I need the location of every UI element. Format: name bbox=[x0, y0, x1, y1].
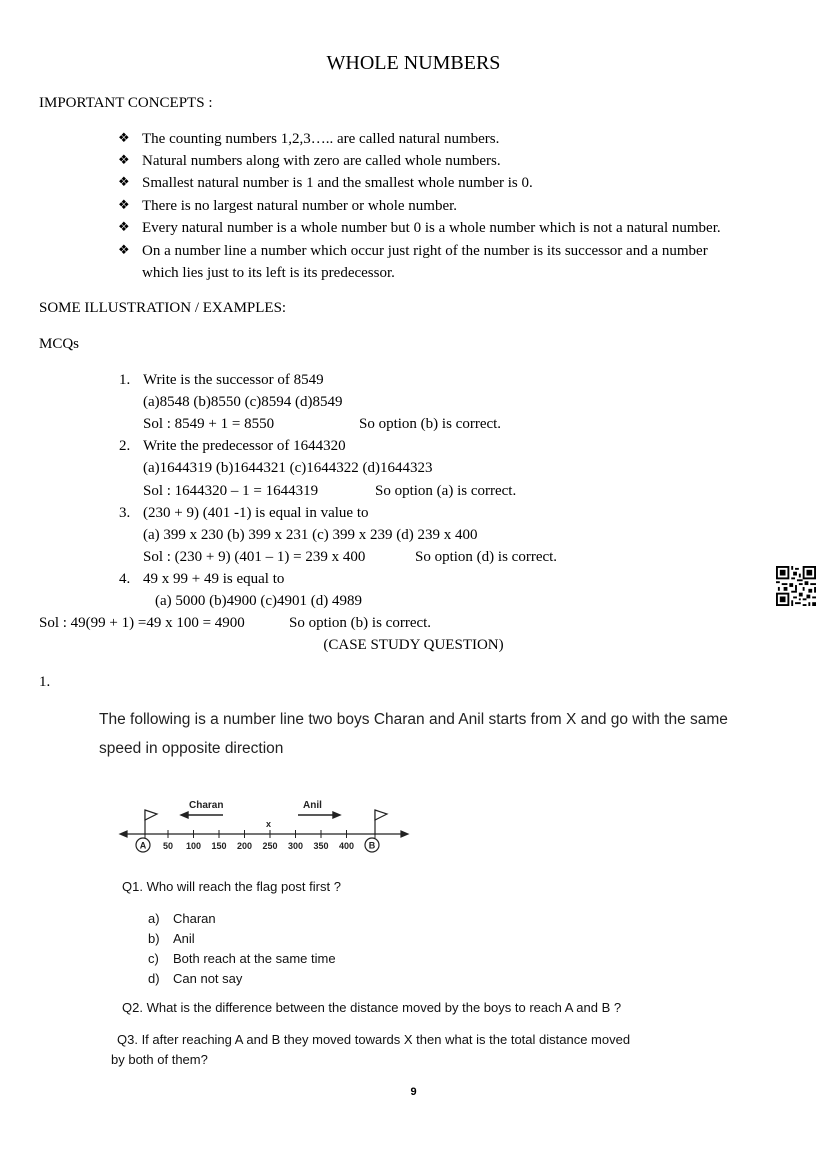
mcq-question: (230 + 9) (401 -1) is equal in value to bbox=[143, 505, 369, 521]
x-label: x bbox=[266, 819, 272, 829]
concept-item: ❖ There is no largest natural number or whole number. bbox=[118, 198, 458, 214]
mcq-question: Write is the successor of 8549 bbox=[143, 372, 324, 388]
mcq-solution: Sol : 8549 + 1 = 8550 bbox=[143, 416, 275, 432]
case-question: Q3. If after reaching A and B they moved towards X then what is the total distance moved bbox=[117, 1032, 631, 1047]
option-text: Charan bbox=[173, 911, 216, 926]
option-text: Anil bbox=[173, 931, 195, 946]
mcq-number: 4. bbox=[119, 571, 131, 587]
concept-item: ❖ On a number line a number which occur just right of the number is its successor and a number bbox=[118, 243, 708, 259]
bullet-diamond-icon: ❖ bbox=[118, 175, 130, 190]
qr-code-icon bbox=[776, 566, 816, 606]
concepts-heading: IMPORTANT CONCEPTS : bbox=[39, 95, 213, 111]
mcq-solution: Sol : 49(99 + 1) =49 x 100 = 4900 bbox=[39, 615, 245, 631]
bullet-diamond-icon: ❖ bbox=[118, 198, 130, 213]
mcq-solution: Sol : (230 + 9) (401 – 1) = 239 x 400 bbox=[143, 549, 366, 565]
mcq-options: (a)1644319 (b)1644321 (c)1644322 (d)1644323 bbox=[143, 460, 433, 476]
bullet-diamond-icon: ❖ bbox=[118, 220, 130, 235]
case-study-heading: (CASE STUDY QUESTION) bbox=[323, 637, 504, 653]
point-b-label: B bbox=[368, 840, 376, 851]
flag-b-icon bbox=[375, 810, 387, 835]
mcq-solution: Sol : 1644320 – 1 = 1644319 bbox=[143, 483, 319, 499]
mcq-number: 2. bbox=[119, 438, 131, 454]
case-intro: speed in opposite direction bbox=[99, 740, 284, 757]
case-question-continuation: by both of them? bbox=[111, 1052, 208, 1067]
mcq-verdict: So option (b) is correct. bbox=[359, 416, 502, 432]
concept-item: ❖ Every natural number is a whole number but 0 is a whole number which is not a natural number. bbox=[118, 220, 721, 236]
option-text: Can not say bbox=[173, 971, 243, 986]
case-number: 1. bbox=[39, 674, 51, 690]
option-letter: c) bbox=[148, 951, 159, 966]
charan-arrowhead bbox=[181, 812, 188, 818]
tick-label: 50 bbox=[162, 841, 174, 851]
option-letter: b) bbox=[148, 931, 160, 946]
bullet-diamond-icon: ❖ bbox=[118, 153, 130, 168]
right-arrowhead bbox=[401, 831, 408, 837]
tick-label: 100 bbox=[185, 841, 202, 851]
concept-item: ❖ Natural numbers along with zero are called whole numbers. bbox=[118, 153, 501, 169]
mcq-options: (a) 5000 (b)4900 (c)4901 (d) 4989 bbox=[155, 593, 363, 609]
concept-item: ❖ The counting numbers 1,2,3….. are called natural numbers. bbox=[118, 131, 500, 147]
case-question: Q2. What is the difference between the distance moved by the boys to reach A and B ? bbox=[122, 1000, 622, 1015]
flag-a-icon bbox=[145, 810, 157, 835]
mcq-question: 49 x 99 + 49 is equal to bbox=[143, 571, 285, 587]
mcq-options: (a) 399 x 230 (b) 399 x 231 (c) 399 x 239 (d) 239 x 400 bbox=[143, 527, 478, 543]
concept-item: ❖ Smallest natural number is 1 and the smallest whole number is 0. bbox=[118, 175, 533, 191]
tick-label: 400 bbox=[338, 841, 355, 851]
option-letter: a) bbox=[148, 911, 160, 926]
examples-heading: SOME ILLUSTRATION / EXAMPLES: bbox=[39, 300, 287, 316]
number-line-figure bbox=[115, 790, 415, 860]
case-question: Q1. Who will reach the flag post first ? bbox=[122, 879, 341, 894]
tick-label: 350 bbox=[313, 841, 329, 851]
tick-label: 200 bbox=[236, 841, 253, 851]
charan-label: Charan bbox=[189, 800, 224, 811]
tick-label: 300 bbox=[287, 841, 304, 851]
page-number: 9 bbox=[410, 1086, 417, 1098]
tick-label: 250 bbox=[262, 841, 278, 851]
bullet-diamond-icon: ❖ bbox=[118, 131, 130, 146]
page-title: WHOLE NUMBERS bbox=[326, 52, 501, 74]
case-intro: The following is a number line two boys Charan and Anil starts from X and go with the same bbox=[99, 711, 728, 728]
mcq-number: 3. bbox=[119, 505, 131, 521]
tick-label: 150 bbox=[211, 841, 227, 851]
anil-arrowhead bbox=[333, 812, 340, 818]
mcq-heading: MCQs bbox=[39, 336, 80, 352]
anil-label: Anil bbox=[303, 800, 322, 811]
mcq-question: Write the predecessor of 1644320 bbox=[143, 438, 346, 454]
mcq-options: (a)8548 (b)8550 (c)8594 (d)8549 bbox=[143, 394, 343, 410]
mcq-number: 1. bbox=[119, 372, 131, 388]
option-text: Both reach at the same time bbox=[173, 951, 336, 966]
option-letter: d) bbox=[148, 971, 160, 986]
mcq-verdict: So option (b) is correct. bbox=[289, 615, 432, 631]
bullet-diamond-icon: ❖ bbox=[118, 243, 130, 258]
point-a-label: A bbox=[139, 840, 147, 851]
mcq-verdict: So option (d) is correct. bbox=[415, 549, 558, 565]
mcq-verdict: So option (a) is correct. bbox=[375, 483, 517, 499]
left-arrowhead bbox=[120, 831, 127, 837]
concept-item-continuation: which lies just to its left is its predecessor. bbox=[142, 265, 395, 281]
